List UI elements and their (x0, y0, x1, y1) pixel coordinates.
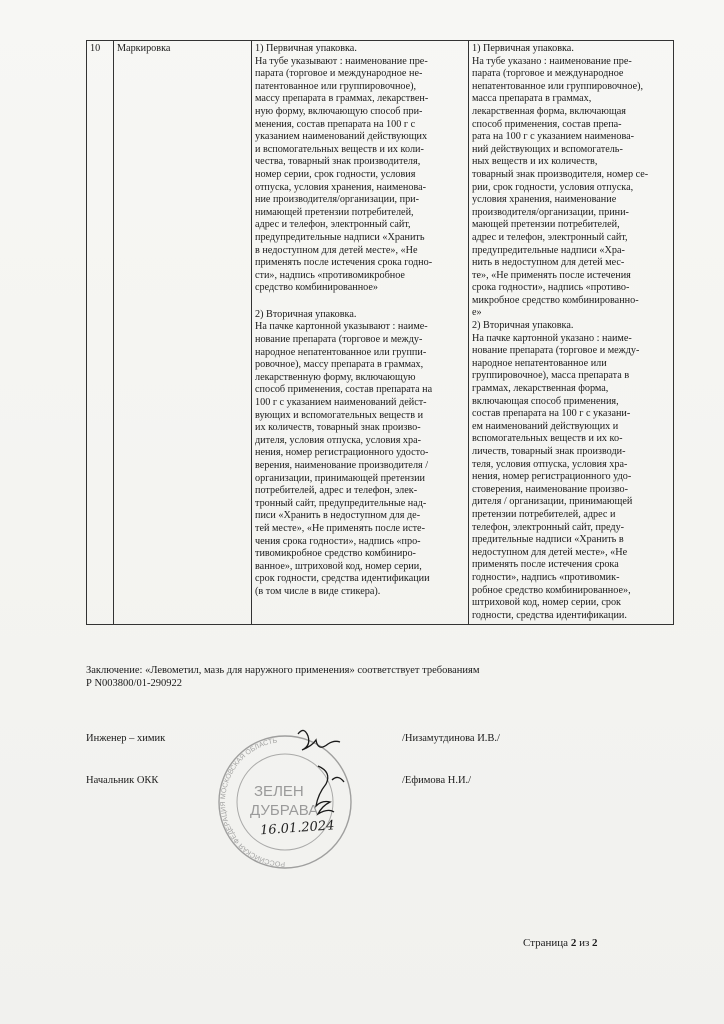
spec-secondary-title: 2) Вторичная упаковка. (255, 308, 357, 320)
actual-secondary-title: 2) Вторичная упаковка. (472, 320, 574, 332)
page-current: 2 (570, 937, 577, 949)
engineer-role: Инженер – химик (86, 733, 166, 744)
head-signature (316, 766, 344, 814)
page-mid: из (579, 937, 590, 949)
actual-secondary-text: На пачке картонной указано : наиме- нование препарата (торговое и между- народное непатентованное или группировочное), масса препарата в граммах, лекарственная форма, включающая способ применения, состав препарата на 100 г с указани- ем наименований действующих и вспомогательных веществ и их ко- личеств, товарный знак производи- теля, условия отпуска, условия хра- нения, номер регистрационного удо- стоверения, наименование произво- дителя / организации, принимающей претензии потребителей, адрес и телефон, электронный сайт, преду- предительные надписи «Хранить в недоступном для детей месте», «Не применять после истечения срока годности», надпись «противомик- робное средство комбинированное», штриховой код, номер серии, срок годности, средства идентификации. (472, 332, 640, 621)
stamp-text-top: ЗЕЛЕН (254, 783, 304, 800)
head-role: Начальник ОКК (86, 775, 159, 786)
head-name: /Ефимова Н.И./ (402, 775, 472, 786)
table-row (87, 41, 674, 625)
row-number: 10 (87, 41, 114, 625)
stamp-date: 16.01.2024 (259, 818, 335, 839)
actual-primary-text: На тубе указано : наименование пре- парата (торговое и международное непатентованное или группировочное), масса препарата в граммах, лекарственная форма, включающая способ применения, состав препа- рата на 100 г с указанием наименова- ний действующих и вспомогатель- ных веществ и их количеств, товарный знак производителя, номер се- рии, срок годности, условия отпуска, условия хранения, наименование производителя/организации, прини- мающей претензии потребителей, адрес и телефон, электронный сайт, предупредительные надписи «Хра- нить в недоступном для детей мес- те», «Не применять после истечения срока годности», надпись «противо- микробное средство комбинированно- е» (472, 55, 649, 319)
actual-primary-title: 1) Первичная упаковка. (472, 43, 574, 54)
spec-secondary-text: На пачке картонной указывают : наиме- нование препарата (торговое и между- народное непатентованное или группи- ровочное), массу препарата в граммах, лекарственную форму, включающую способ применения, состав препарата на 100 г с указанием наименований дейст- вующих и вспомогательных веществ и их количеств, товарный знак произво- дителя, условия отпуска, условия хра- нения, номер регистрационного удосто- верения, наименование производителя / организации, принимающей претензии потребителей, адрес и телефон, элек- тронный сайт, предупредительные над- писи «Хранить в недоступном для де- тей месте», «Не применять после исте- чения срока годности», надпись «про- тивомикробное средство комбиниро- ванное», штриховой код, номер серии, срок годности, средства идентификации (в том числе в виде стикера). (255, 321, 433, 597)
row-name: Маркировка (114, 41, 252, 625)
conclusion-line-2: Р N003800/01-290922 (86, 678, 182, 689)
engineer-name: /Низамутдинова И.В./ (402, 733, 500, 744)
spec-column-cell (252, 41, 469, 625)
marking-table (86, 40, 674, 625)
stamp-text-bottom: ДУБРАВА (250, 802, 319, 819)
conclusion-line-1: Заключение: «Левометил, мазь для наружного применения» соответствует требованиям (86, 665, 480, 676)
page-prefix: Страница (523, 937, 569, 949)
official-stamp (200, 724, 370, 874)
actual-column-cell (469, 41, 674, 625)
spec-primary-text: На тубе указывают : наименование пре- парата (торговое и международное не- патентованное или группировочное), массу препарата в граммах, лекарствен- ную форму, включающую способ при- менения, состав препарата на 100 г с указанием наименований действующих и вспомогательных веществ и их коли- чества, товарный знак производителя, номер серии, срок годности, условия отпуска, условия хранения, наименова- ние производителя/организации, при- нимающей претензии потребителей, адрес и телефон, электронный сайт, предупредительные надписи «Хранить в недоступном для детей месте», «Не применять после истечения срока годно- сти», надпись «противомикробное средство комбинированное» (255, 55, 433, 294)
page-number (523, 937, 598, 949)
engineer-signature (298, 730, 340, 750)
spec-primary-title: 1) Первичная упаковка. (255, 43, 357, 54)
stamp-ring-text: РОССИЙСКАЯ ФЕДЕРАЦИЯ МОСКОВСКАЯ ОБЛАСТЬ (220, 737, 286, 868)
page-total: 2 (592, 937, 598, 949)
conclusion (86, 664, 646, 690)
